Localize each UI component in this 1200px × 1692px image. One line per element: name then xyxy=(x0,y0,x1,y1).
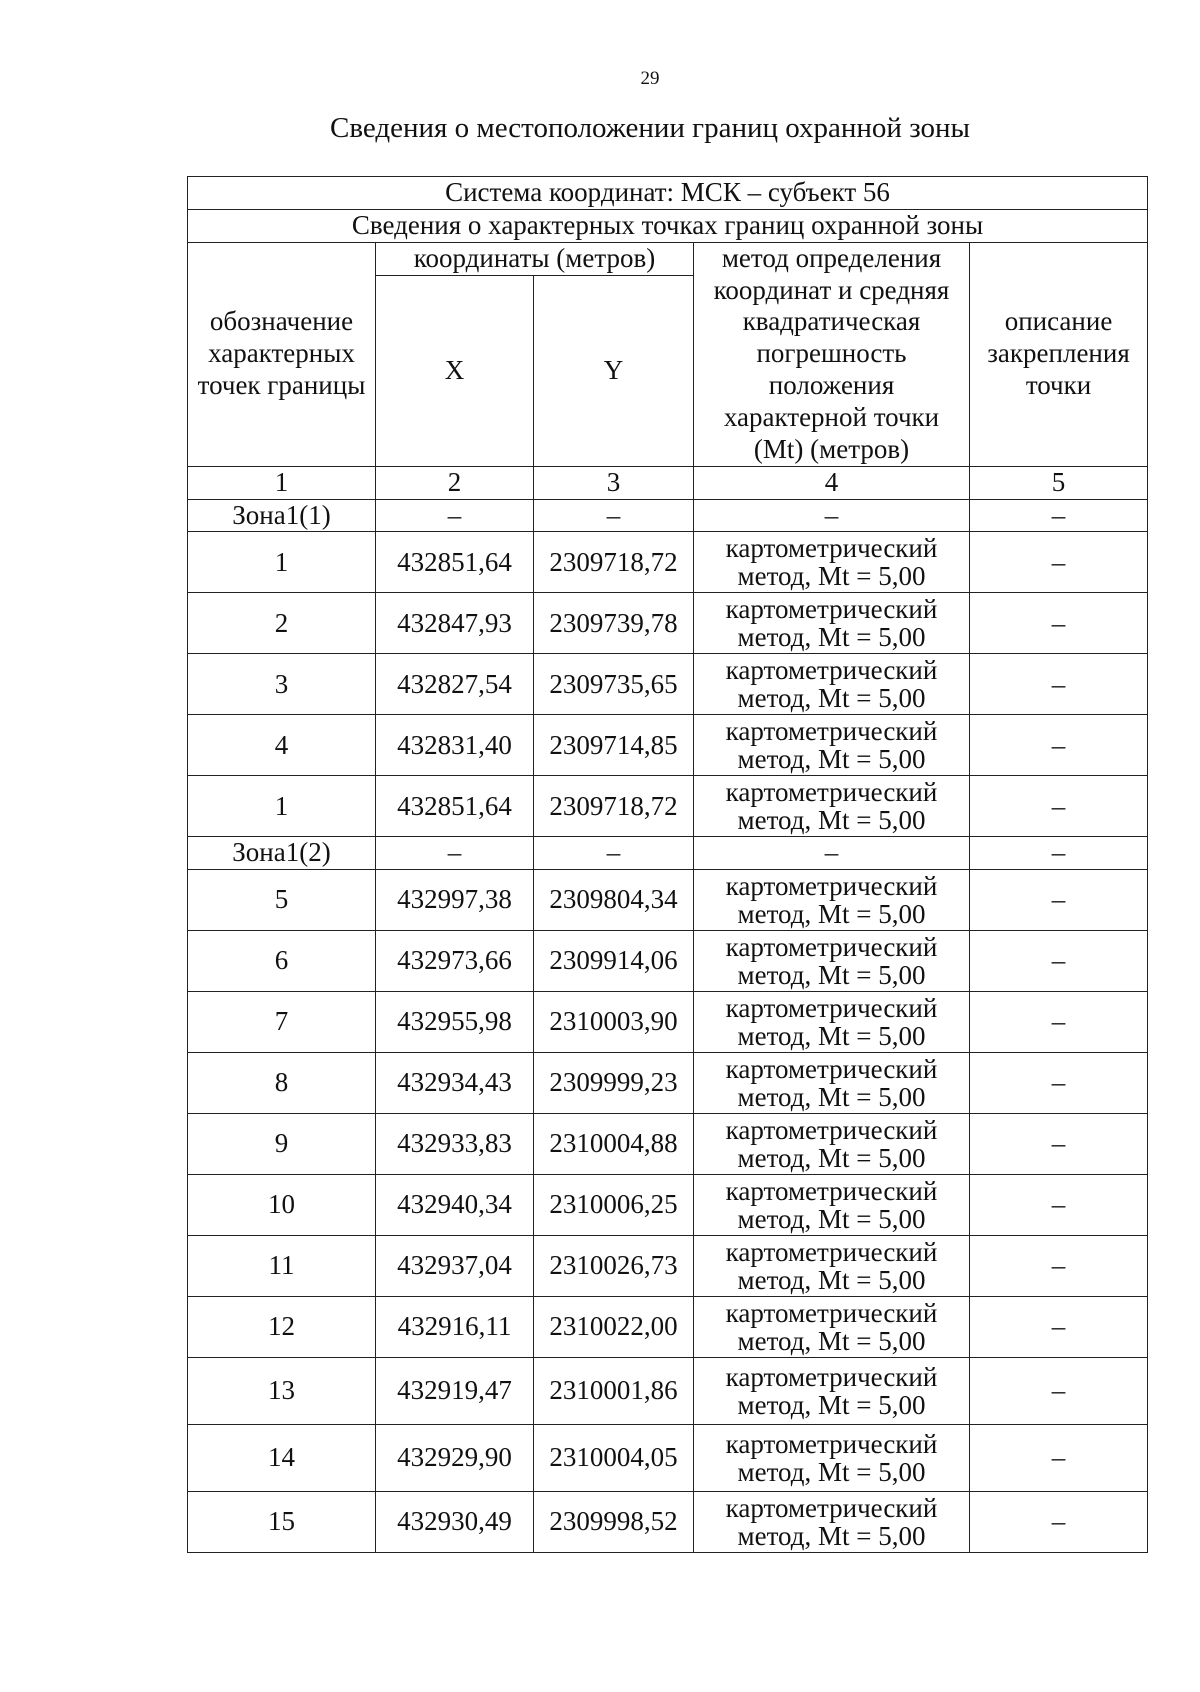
method-line-1: картометрический xyxy=(725,1428,938,1459)
method-line-2: метод, Mt = 5,00 xyxy=(737,683,926,714)
method-cell xyxy=(694,715,970,776)
y-coordinate: 2310003,90 xyxy=(534,992,694,1053)
x-coordinate: 432851,64 xyxy=(376,532,534,593)
description-cell: – xyxy=(970,1114,1148,1175)
description-cell: – xyxy=(970,1297,1148,1358)
y-coordinate: 2309718,72 xyxy=(534,776,694,837)
header-row-top xyxy=(188,242,1148,275)
method-line-1: картометрический xyxy=(725,1175,938,1206)
method-line-2: метод, Mt = 5,00 xyxy=(737,744,926,775)
point-number: 8 xyxy=(188,1053,376,1114)
method-line-1: картометрический xyxy=(725,533,938,564)
column-number: 4 xyxy=(694,466,970,499)
description-cell: – xyxy=(970,992,1148,1053)
method-cell xyxy=(694,992,970,1053)
description-cell: – xyxy=(970,776,1148,837)
zone-name: Зона1(2) xyxy=(188,837,376,870)
y-coordinate: 2310001,86 xyxy=(534,1358,694,1425)
header-point: обозначение характерных точек границы xyxy=(188,242,376,466)
y-coordinate: 2310004,88 xyxy=(534,1114,694,1175)
y-coordinate: 2310006,25 xyxy=(534,1175,694,1236)
method-line-1: картометрический xyxy=(725,1297,938,1328)
x-coordinate: 432937,04 xyxy=(376,1236,534,1297)
x-coordinate: 432929,90 xyxy=(376,1425,534,1492)
x-coordinate: 432955,98 xyxy=(376,992,534,1053)
description-cell: – xyxy=(970,1425,1148,1492)
table-row xyxy=(188,715,1148,776)
method-line-2: метод, Mt = 5,00 xyxy=(737,1021,926,1052)
method-line-2: метод, Mt = 5,00 xyxy=(737,960,926,991)
method-line-1: картометрический xyxy=(725,931,938,962)
table-row xyxy=(188,1425,1148,1492)
method-cell xyxy=(694,870,970,931)
y-coordinate: 2310026,73 xyxy=(534,1236,694,1297)
method-line-2: метод, Mt = 5,00 xyxy=(737,1204,926,1235)
column-number: 1 xyxy=(188,466,376,499)
method-line-2: метод, Mt = 5,00 xyxy=(737,1521,926,1552)
description-cell: – xyxy=(970,870,1148,931)
x-coordinate: 432919,47 xyxy=(376,1358,534,1425)
method-line-1: картометрический xyxy=(725,777,938,808)
method-line-1: картометрический xyxy=(725,594,938,625)
x-coordinate: 432940,34 xyxy=(376,1175,534,1236)
method-cell xyxy=(694,1236,970,1297)
description-cell: – xyxy=(970,654,1148,715)
x-coordinate: 432827,54 xyxy=(376,654,534,715)
description-cell: – xyxy=(970,931,1148,992)
coordinate-system-cell: Система координат: МСК – субъект 56 xyxy=(188,177,1148,210)
table-row xyxy=(188,1297,1148,1358)
method-cell xyxy=(694,776,970,837)
point-number: 6 xyxy=(188,931,376,992)
description-cell: – xyxy=(970,1053,1148,1114)
table-row xyxy=(188,654,1148,715)
method-line-1: картометрический xyxy=(725,1236,938,1267)
y-coordinate: 2310004,05 xyxy=(534,1425,694,1492)
section-title-row xyxy=(188,209,1148,242)
column-number: 2 xyxy=(376,466,534,499)
point-number: 4 xyxy=(188,715,376,776)
dash-cell: – xyxy=(970,837,1148,870)
zone-row xyxy=(188,499,1148,532)
method-line-1: картометрический xyxy=(725,1492,938,1523)
method-cell xyxy=(694,931,970,992)
x-coordinate: 432933,83 xyxy=(376,1114,534,1175)
x-coordinate: 432916,11 xyxy=(376,1297,534,1358)
point-number: 12 xyxy=(188,1297,376,1358)
point-number: 1 xyxy=(188,532,376,593)
dash-cell: – xyxy=(376,499,534,532)
point-number: 11 xyxy=(188,1236,376,1297)
method-line-1: картометрический xyxy=(725,1053,938,1084)
x-coordinate: 432851,64 xyxy=(376,776,534,837)
method-line-2: метод, Mt = 5,00 xyxy=(737,1265,926,1296)
method-cell xyxy=(694,1358,970,1425)
method-line-1: картометрический xyxy=(725,655,938,686)
page-number: 29 xyxy=(640,68,660,89)
method-line-1: картометрический xyxy=(725,870,938,901)
description-cell: – xyxy=(970,532,1148,593)
method-line-2: метод, Mt = 5,00 xyxy=(737,1326,926,1357)
description-cell: – xyxy=(970,1236,1148,1297)
y-coordinate: 2310022,00 xyxy=(534,1297,694,1358)
column-number: 5 xyxy=(970,466,1148,499)
method-cell xyxy=(694,1492,970,1553)
dash-cell: – xyxy=(534,837,694,870)
column-numbers-row xyxy=(188,466,1148,499)
method-line-1: картометрический xyxy=(725,716,938,747)
description-cell: – xyxy=(970,715,1148,776)
point-number: 15 xyxy=(188,1492,376,1553)
point-number: 9 xyxy=(188,1114,376,1175)
method-cell xyxy=(694,532,970,593)
method-line-2: метод, Mt = 5,00 xyxy=(737,805,926,836)
point-number: 10 xyxy=(188,1175,376,1236)
table-row xyxy=(188,776,1148,837)
dash-cell: – xyxy=(376,837,534,870)
method-cell xyxy=(694,1175,970,1236)
table-row xyxy=(188,1358,1148,1425)
method-line-2: метод, Mt = 5,00 xyxy=(737,622,926,653)
point-number: 2 xyxy=(188,593,376,654)
header-coordinates: координаты (метров) xyxy=(376,242,694,275)
point-number: 3 xyxy=(188,654,376,715)
boundary-points-table xyxy=(187,176,1148,1553)
description-cell: – xyxy=(970,593,1148,654)
x-coordinate: 432930,49 xyxy=(376,1492,534,1553)
method-cell xyxy=(694,1053,970,1114)
zone-row xyxy=(188,837,1148,870)
header-method: метод определения координат и средняя квадратическая погрешность положения характерной точки (Mt) (метров) xyxy=(694,242,970,466)
method-line-2: метод, Mt = 5,00 xyxy=(737,1390,926,1421)
method-cell xyxy=(694,1297,970,1358)
coordinate-system-row xyxy=(188,177,1148,210)
table-row xyxy=(188,593,1148,654)
x-coordinate: 432831,40 xyxy=(376,715,534,776)
method-cell xyxy=(694,1425,970,1492)
dash-cell: – xyxy=(534,499,694,532)
header-y: Y xyxy=(534,275,694,466)
table-row xyxy=(188,1114,1148,1175)
point-number: 5 xyxy=(188,870,376,931)
y-coordinate: 2309914,06 xyxy=(534,931,694,992)
header-description: описание закрепления точки xyxy=(970,242,1148,466)
dash-cell: – xyxy=(970,499,1148,532)
y-coordinate: 2309714,85 xyxy=(534,715,694,776)
description-cell: – xyxy=(970,1175,1148,1236)
point-number: 7 xyxy=(188,992,376,1053)
section-title-cell: Сведения о характерных точках границ охранной зоны xyxy=(188,209,1148,242)
y-coordinate: 2309999,23 xyxy=(534,1053,694,1114)
header-x: X xyxy=(376,275,534,466)
method-line-2: метод, Mt = 5,00 xyxy=(737,1457,926,1488)
x-coordinate: 432973,66 xyxy=(376,931,534,992)
dash-cell: – xyxy=(694,837,970,870)
table-row xyxy=(188,1492,1148,1553)
zone-name: Зона1(1) xyxy=(188,499,376,532)
method-line-2: метод, Mt = 5,00 xyxy=(737,561,926,592)
point-number: 1 xyxy=(188,776,376,837)
page-title: Сведения о местоположении границ охранной зоны xyxy=(329,112,970,144)
table-row xyxy=(188,532,1148,593)
method-cell xyxy=(694,654,970,715)
table-row xyxy=(188,1175,1148,1236)
method-line-1: картометрический xyxy=(725,1361,938,1392)
y-coordinate: 2309718,72 xyxy=(534,532,694,593)
table-row xyxy=(188,1236,1148,1297)
point-number: 13 xyxy=(188,1358,376,1425)
x-coordinate: 432934,43 xyxy=(376,1053,534,1114)
description-cell: – xyxy=(970,1358,1148,1425)
dash-cell: – xyxy=(694,499,970,532)
table-row xyxy=(188,931,1148,992)
y-coordinate: 2309739,78 xyxy=(534,593,694,654)
x-coordinate: 432847,93 xyxy=(376,593,534,654)
table-row xyxy=(188,1053,1148,1114)
table-row xyxy=(188,992,1148,1053)
method-line-1: картометрический xyxy=(725,1114,938,1145)
y-coordinate: 2309735,65 xyxy=(534,654,694,715)
point-number: 14 xyxy=(188,1425,376,1492)
column-number: 3 xyxy=(534,466,694,499)
method-cell xyxy=(694,1114,970,1175)
method-line-2: метод, Mt = 5,00 xyxy=(737,899,926,930)
method-line-1: картометрический xyxy=(725,992,938,1023)
method-cell xyxy=(694,593,970,654)
y-coordinate: 2309998,52 xyxy=(534,1492,694,1553)
method-line-2: метод, Mt = 5,00 xyxy=(737,1082,926,1113)
method-line-2: метод, Mt = 5,00 xyxy=(737,1143,926,1174)
y-coordinate: 2309804,34 xyxy=(534,870,694,931)
description-cell: – xyxy=(970,1492,1148,1553)
table-row xyxy=(188,870,1148,931)
x-coordinate: 432997,38 xyxy=(376,870,534,931)
